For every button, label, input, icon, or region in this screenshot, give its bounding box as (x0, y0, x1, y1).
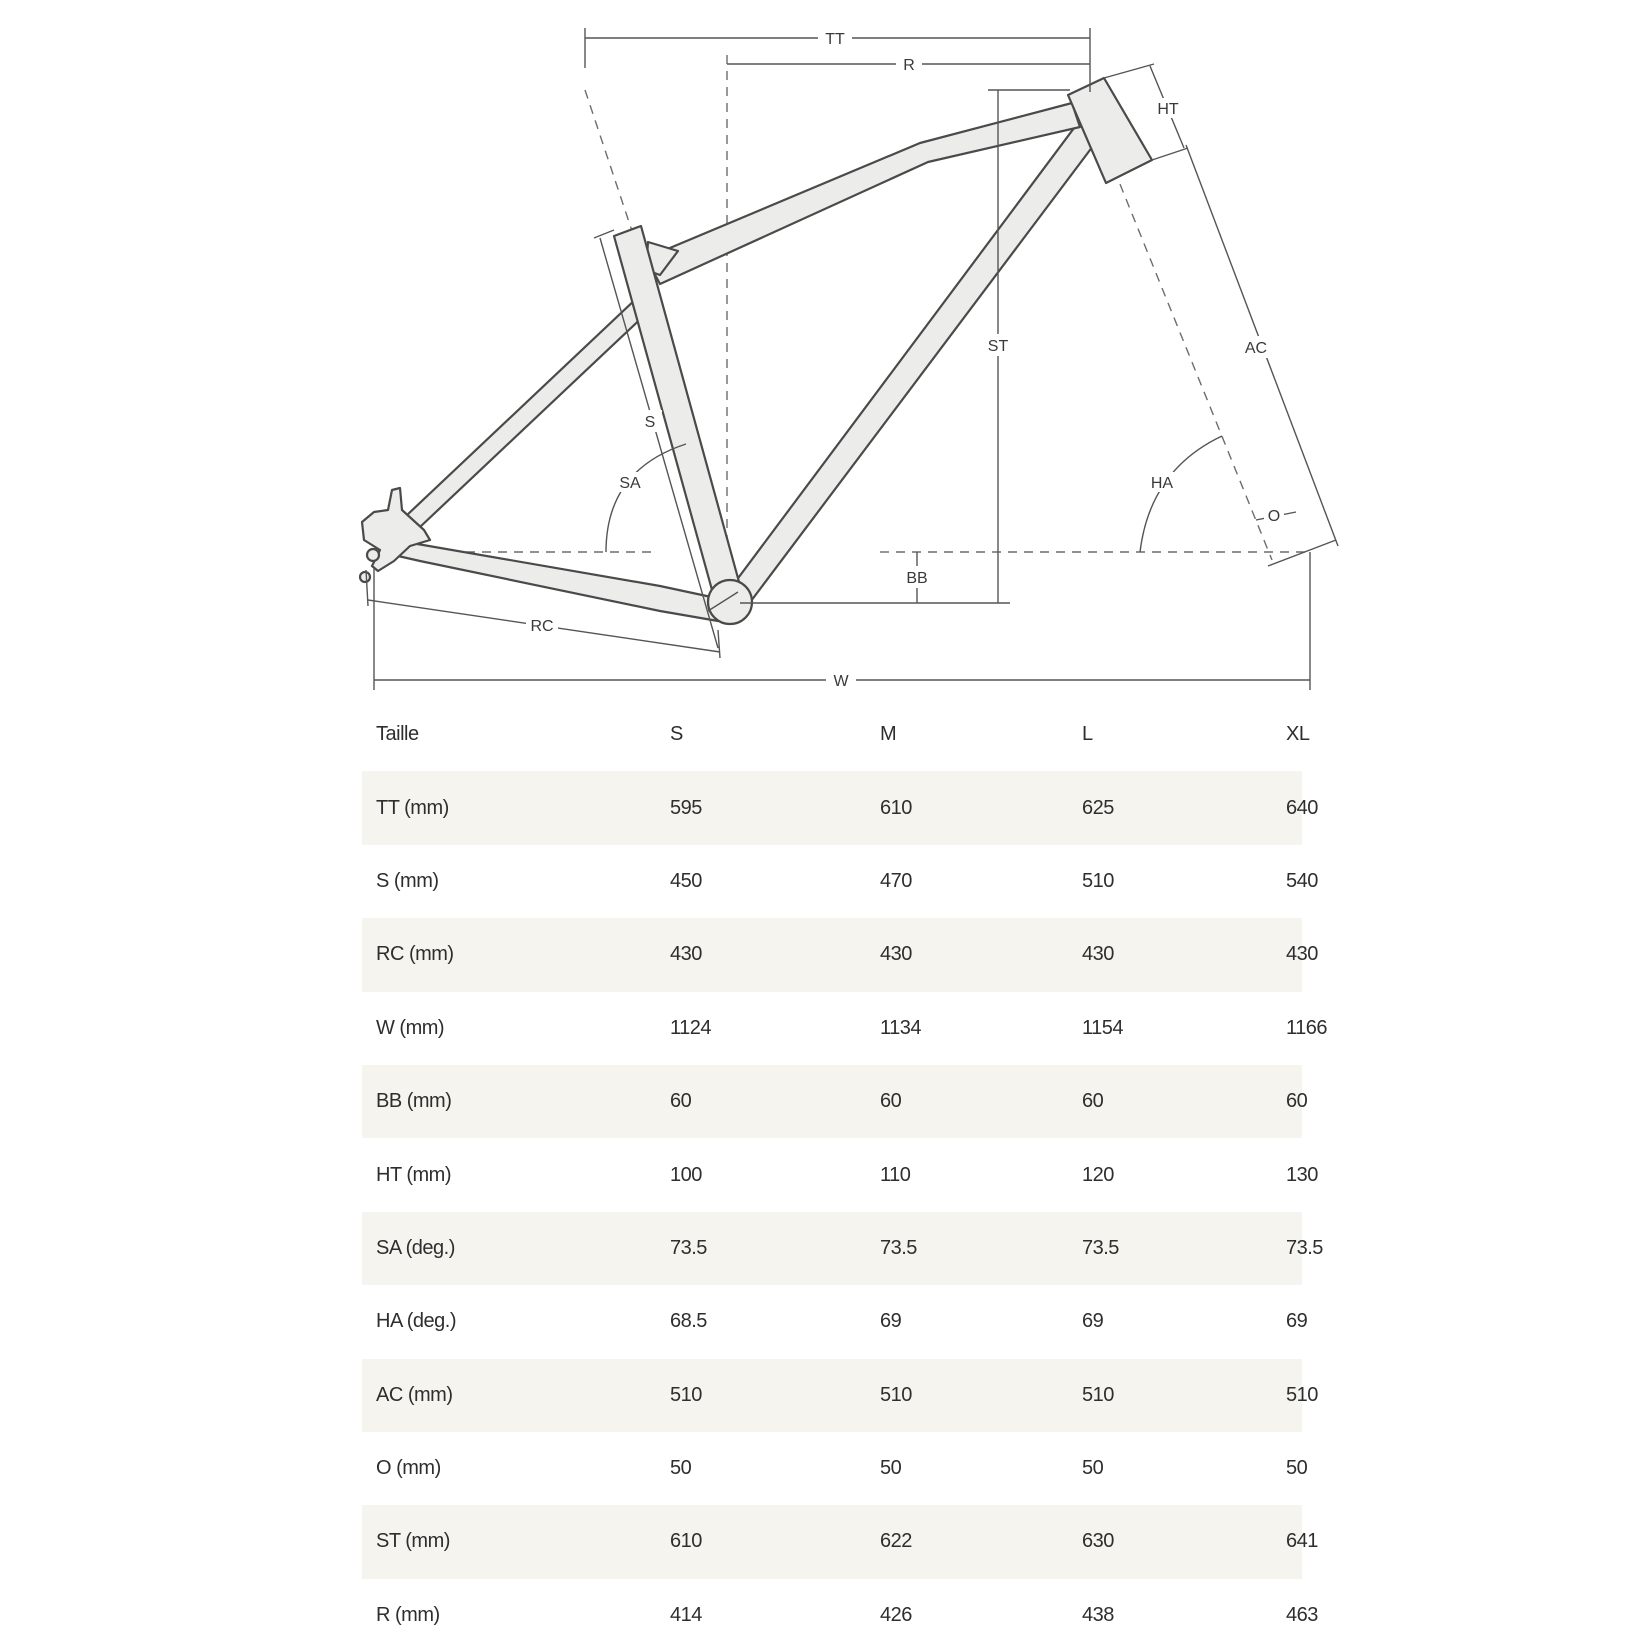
cell-value: 100 (670, 1163, 702, 1186)
row-label: HA (deg.) (376, 1310, 456, 1333)
header-size-m: M (880, 723, 897, 746)
cell-value: 69 (880, 1310, 902, 1333)
cell-value: 630 (1082, 1530, 1114, 1553)
cell-value: 450 (670, 869, 702, 892)
table-row (362, 1579, 1302, 1652)
row-label: BB (mm) (376, 1090, 452, 1113)
cell-value: 60 (880, 1090, 902, 1113)
row-label: W (mm) (376, 1016, 445, 1039)
header-size-s: S (670, 723, 683, 746)
table-row (362, 1432, 1302, 1505)
cell-value: 60 (1286, 1090, 1308, 1113)
cell-value: 1124 (670, 1016, 712, 1039)
cell-value: 430 (670, 943, 702, 966)
cell-value: 68.5 (670, 1310, 707, 1333)
rc-extension-right (718, 630, 720, 658)
seat-axis-extension (585, 90, 635, 240)
ht-extension-bottom (1152, 148, 1188, 160)
rear-axle (367, 549, 379, 561)
table-row (362, 1065, 1302, 1138)
row-label: R (mm) (376, 1603, 440, 1626)
cell-value: 1154 (1082, 1016, 1124, 1039)
cell-value: 50 (1082, 1457, 1104, 1480)
cell-value: 540 (1286, 869, 1318, 892)
row-label: TT (mm) (376, 796, 449, 819)
label-bb: BB (906, 570, 928, 587)
table-row (362, 845, 1302, 918)
cell-value: 510 (1082, 869, 1114, 892)
cell-value: 69 (1286, 1310, 1308, 1333)
cell-value: 610 (880, 796, 912, 819)
row-label: O (mm) (376, 1457, 441, 1480)
cell-value: 73.5 (1082, 1236, 1119, 1259)
cell-value: 110 (880, 1163, 911, 1186)
table-row (362, 1359, 1302, 1432)
cell-value: 60 (670, 1090, 692, 1113)
geometry-table (362, 698, 1328, 1652)
label-ha: HA (1150, 475, 1174, 492)
cell-value: 622 (880, 1530, 912, 1553)
cell-value: 625 (1082, 796, 1114, 819)
row-label: ST (mm) (376, 1530, 450, 1553)
table-row (362, 1138, 1302, 1211)
row-label: HT (mm) (376, 1163, 451, 1186)
ht-extension-top (1104, 64, 1154, 78)
cell-value: 640 (1286, 796, 1318, 819)
cell-value: 430 (1082, 943, 1114, 966)
table-row (362, 918, 1302, 991)
cell-value: 120 (1082, 1163, 1114, 1186)
cell-value: 510 (880, 1383, 912, 1406)
cell-value: 595 (670, 796, 702, 819)
label-tt: TT (825, 31, 845, 48)
table-row (362, 1212, 1302, 1285)
cell-value: 426 (880, 1603, 912, 1626)
label-ac: AC (1244, 340, 1268, 357)
cell-value: 73.5 (1286, 1236, 1323, 1259)
table-row (362, 771, 1302, 844)
cell-value: 1166 (1286, 1016, 1328, 1039)
row-label: AC (mm) (376, 1383, 453, 1406)
seat-tube (614, 226, 744, 608)
cell-value: 60 (1082, 1090, 1104, 1113)
table-row (362, 1505, 1302, 1578)
sa-angle-arc (606, 444, 686, 552)
row-label: SA (deg.) (376, 1236, 455, 1259)
label-r: R (903, 57, 915, 74)
cell-value: 510 (670, 1383, 702, 1406)
chain-stay (398, 541, 718, 621)
cell-value: 438 (1082, 1603, 1114, 1626)
label-sa: SA (619, 475, 641, 492)
header-size-l: L (1082, 723, 1093, 746)
cell-value: 50 (670, 1457, 692, 1480)
label-w: W (833, 673, 849, 690)
cell-value: 130 (1286, 1163, 1318, 1186)
cell-value: 641 (1286, 1530, 1318, 1553)
table-row (362, 992, 1302, 1065)
frame-geometry-diagram (0, 0, 1652, 700)
cell-value: 510 (1082, 1383, 1114, 1406)
cell-value: 73.5 (670, 1236, 707, 1259)
row-label: RC (mm) (376, 943, 454, 966)
cell-value: 69 (1082, 1310, 1104, 1333)
label-st: ST (987, 338, 1009, 355)
table-header-row (362, 698, 1302, 771)
ha-angle-arc (1140, 436, 1222, 552)
row-label: S (mm) (376, 869, 439, 892)
cell-value: 463 (1286, 1603, 1318, 1626)
bottom-bracket (708, 580, 752, 624)
down-tube (721, 120, 1096, 609)
axle-bolt (360, 572, 370, 582)
cell-value: 50 (880, 1457, 902, 1480)
cell-value: 610 (670, 1530, 702, 1553)
label-s: S (644, 414, 656, 431)
cell-value: 1134 (880, 1016, 922, 1039)
cell-value: 50 (1286, 1457, 1308, 1480)
cell-value: 430 (1286, 943, 1318, 966)
cell-value: 414 (670, 1603, 702, 1626)
s-extension-top (594, 230, 614, 238)
header-size-label: Taille (376, 723, 419, 746)
label-o: O (1267, 508, 1281, 525)
cell-value: 470 (880, 869, 912, 892)
ac-extension-bottom (1268, 540, 1336, 566)
table-row (362, 1285, 1302, 1358)
top-tube (646, 103, 1080, 284)
cell-value: 73.5 (880, 1236, 917, 1259)
cell-value: 510 (1286, 1383, 1318, 1406)
label-rc: RC (530, 618, 554, 635)
seat-stay (406, 297, 650, 527)
cell-value: 430 (880, 943, 912, 966)
label-ht: HT (1157, 101, 1179, 118)
header-size-xl: XL (1286, 723, 1310, 746)
